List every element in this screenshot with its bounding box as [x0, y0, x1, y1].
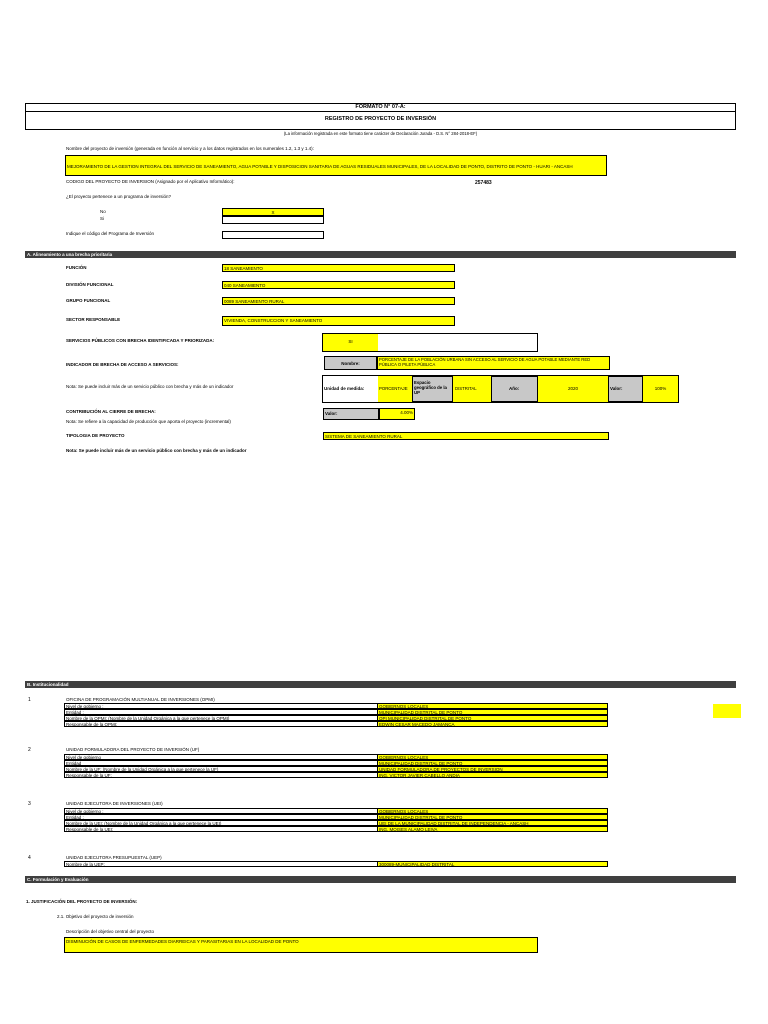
tipologia-label: TIPOLOGIA DE PROYECTO	[66, 433, 125, 438]
group-2-number: 2	[28, 747, 31, 753]
contribucion-valor-label: Valor:	[323, 408, 379, 420]
tipologia-field[interactable]: SISTEMA DE SANEAMIENTO RURAL	[323, 432, 609, 440]
form-subtitle: REGISTRO DE PROYECTO DE INVERSIÓN	[324, 116, 437, 122]
group-3-number: 3	[28, 801, 31, 807]
uei-nombre-value[interactable]: UEI DE LA MUNICIPALIDAD DISTRITAL DE INDEPENDENCIA - ANCASH	[377, 820, 608, 826]
justificacion-heading: 1. JUSTIFICACIÓN DEL PROYECTO DE INVERSIÓN:	[26, 899, 138, 904]
program-si-label: Si	[100, 216, 105, 221]
sector-field[interactable]: VIVIENDA, CONSTRUCCION Y SANEAMIENTO	[222, 316, 455, 326]
opmi-responsable-label: Responsable de la OPMI:	[64, 721, 378, 727]
stray-yellow-cell	[713, 704, 741, 718]
opmi-entidad-label: Entidad :	[64, 709, 378, 715]
nota-tipologia: Nota: Se puede incluir más de un servicio público con brecha y más de un indicador	[66, 448, 247, 453]
group-4-title: UNIDAD EJECUTORA PRESUPUESTAL (UEP)	[66, 855, 162, 860]
group-2-title: UNIDAD FORMULADORA DEL PROYECTO DE INVERSIÓN (UF)	[66, 747, 200, 752]
uf-responsable-value[interactable]: ING. VICTOR JAVIER CABELLO ANDIA	[377, 772, 608, 778]
project-code-value: 257483	[475, 180, 492, 186]
funcion-label: FUNCIÓN	[66, 265, 87, 270]
unidad-value: PORCENTAJE	[379, 386, 408, 391]
contribucion-label: CONTRIBUCIÓN AL CIERRE DE BRECHA:	[66, 409, 156, 414]
objetivo-field[interactable]: DISMINUCIÓN DE CASOS DE ENFERMEDADES DIARREICAS Y PARASITARIAS EN LA LOCALIDAD DE PONTO	[64, 937, 538, 953]
nombre-value-line2: PÚBLICA O PILETA PÚBLICA	[379, 362, 436, 367]
uf-nivel-label: Nivel de gobierno	[64, 754, 378, 760]
contribucion-valor: 4.00%	[400, 410, 413, 415]
nombre-label: Nombre:	[324, 356, 377, 370]
section-c-bar: C. Formulación y Evaluación	[25, 876, 736, 883]
uei-nivel-value[interactable]: GOBIERNOS LOCALES	[377, 808, 608, 814]
uei-nivel-label: Nivel de gobierno :	[64, 808, 378, 814]
uf-entidad-label: Entidad	[64, 760, 378, 766]
section-b-bar: B. Institucionalidad	[25, 681, 736, 688]
uf-entidad-value[interactable]: MUNICIPALIDAD DISTRITAL DE PONTO	[377, 760, 608, 766]
servicios-value: SI	[348, 339, 353, 344]
nota-indicador: Nota: Se puede incluir más de un servicio público con brecha y más de un indicador	[66, 384, 234, 389]
form-title: FORMATO N° 07-A:	[355, 104, 406, 110]
project-name-label: Nombre del proyecto de inversión (generada en función al servicio y a los datos registrados en los numerales 1.2, 1.3 y 1.4):	[66, 146, 314, 151]
uf-nivel-value[interactable]: GOBIERNOS LOCALES	[377, 754, 608, 760]
opmi-entidad-value[interactable]: MUNICIPALIDAD DISTRITAL DE PONTO	[377, 709, 608, 715]
funcion-field[interactable]: 18 SANEAMIENTO	[222, 264, 455, 272]
anio-label: Año:	[509, 386, 520, 391]
program-code-field[interactable]	[222, 231, 324, 239]
anio-value: 2020	[567, 386, 578, 391]
program-si-checkbox[interactable]	[222, 216, 324, 224]
program-code-label: Indique el código del Programa de Inversión	[66, 231, 155, 236]
opmi-responsable-value[interactable]: EDWIN CESAR MACEDO JAMANCA	[377, 721, 608, 727]
nombre-value-line1: PORCENTAJE DE LA POBLACIÓN URBANA SIN ACCESO AL SERVICIO DE AGUA POTABLE MEDIANTE RED	[379, 357, 591, 362]
espacio-label-1: Espacio	[414, 380, 431, 385]
indicador-label: INDICADOR DE BRECHA DE ACCESO A SERVICIOS:	[66, 362, 179, 367]
division-field[interactable]: 040 SANEAMIENTO	[222, 281, 455, 289]
grupo-label: GRUPO FUNCIONAL	[66, 298, 111, 303]
program-no-label: No	[100, 209, 106, 214]
valor-value: 100%	[654, 386, 667, 391]
espacio-label-2: geográfico de la	[414, 385, 447, 390]
uf-responsable-label: Responsable de la UF:	[64, 772, 378, 778]
program-question: ¿El proyecto pertenece a un programa de inversión?	[66, 194, 172, 199]
opmi-nivel-value[interactable]: GOBIERNOS LOCALES	[377, 703, 608, 709]
objetivo-heading: 2.1. Objetivo del proyecto de inversión	[57, 914, 134, 919]
uei-responsable-label: Responsable de la UEI:	[64, 826, 378, 832]
program-no-checkbox[interactable]: X	[222, 208, 324, 216]
uei-entidad-label: Entidad :	[64, 814, 378, 820]
opmi-nombre-label: Nombre de la OPMI: (Nombre de la Unidad Orgánica a la que pertenece la OPMI)	[64, 715, 378, 721]
header-divider	[25, 111, 736, 112]
unidad-label: Unidad de medida:	[324, 386, 365, 391]
group-4-number: 4	[28, 855, 31, 861]
form-legal-note: (La información registrada en este formato tiene carácter de Declaración Jurada - D.S. N° 284-2018-EF)	[283, 131, 478, 136]
servicios-label: SERVICIOS PÚBLICOS CON BRECHA IDENTIFICADA Y PRIORIZADA:	[66, 338, 215, 343]
uep-nombre-value[interactable]: 300089-MUNICIPALIDAD DISTRITAL	[377, 861, 608, 867]
valor-label: Valor:	[610, 386, 623, 391]
uei-responsable-value[interactable]: ING. MOISES ALAMO LEIVA	[377, 826, 608, 832]
uei-entidad-value[interactable]: MUNICIPALIDAD DISTRITAL DE PONTO	[377, 814, 608, 820]
opmi-nombre-value[interactable]: OPI MUNICIPALIDAD DISTRITAL DE PONTO	[377, 715, 608, 721]
uep-nombre-label: Nombre de la UEP:	[64, 861, 378, 867]
project-name-field[interactable]: MEJORAMIENTO DE LA GESTION INTEGRAL DEL SERVICIO DE SANEAMIENTO, AGUA POTABLE Y DISPOSICION SANITARIA DE AGUAS RESIDUALES MUNICIPALES, DE LA LOCALIDAD DE PONTO, DISTRITO DE PONTO - HUARI - ANCASH	[65, 155, 607, 176]
project-code-label: CODIGO DEL PROYECTO DE INVERSION (Asignado por el Aplicativo Informático):	[66, 179, 235, 184]
section-a-bar: A. Alineamiento a una brecha prioritaria	[25, 251, 736, 258]
sector-label: SECTOR RESPONSABLE	[66, 317, 121, 322]
group-1-number: 1	[28, 697, 31, 703]
division-label: DIVISIÓN FUNCIONAL	[66, 282, 114, 287]
grupo-field[interactable]: 0089 SANEAMIENTO RURAL	[222, 297, 455, 305]
espacio-value: DISTRITAL	[455, 386, 477, 391]
uf-nombre-label: Nombre de la UF: (Nombre de la Unidad Orgánica a la que pertenece la UF)	[64, 766, 378, 772]
objetivo-label: Descripción del objetivo central del proyecto	[66, 929, 155, 934]
contribucion-note: Nota: Se refiere a la capacidad de producción que aporta el proyecto (incremental)	[66, 419, 231, 424]
uf-nombre-value[interactable]: UNIDAD FORMULADORA DE PROYECTOS DE INVERSION	[377, 766, 608, 772]
uei-nombre-label: Nombre de la UEI: (Nombre de la Unidad Orgánica a la que pertenece la UEI)	[64, 820, 378, 826]
group-1-title: OFICINA DE PROGRAMACIÓN MULTIANUAL DE INVERSIONES (OPMI)	[66, 697, 215, 702]
espacio-label-3: UP	[414, 390, 420, 395]
opmi-nivel-label: Nivel de gobierno :	[64, 703, 378, 709]
group-3-title: UNIDAD EJECUTORA DE INVERSIONES (UEI)	[66, 801, 163, 806]
